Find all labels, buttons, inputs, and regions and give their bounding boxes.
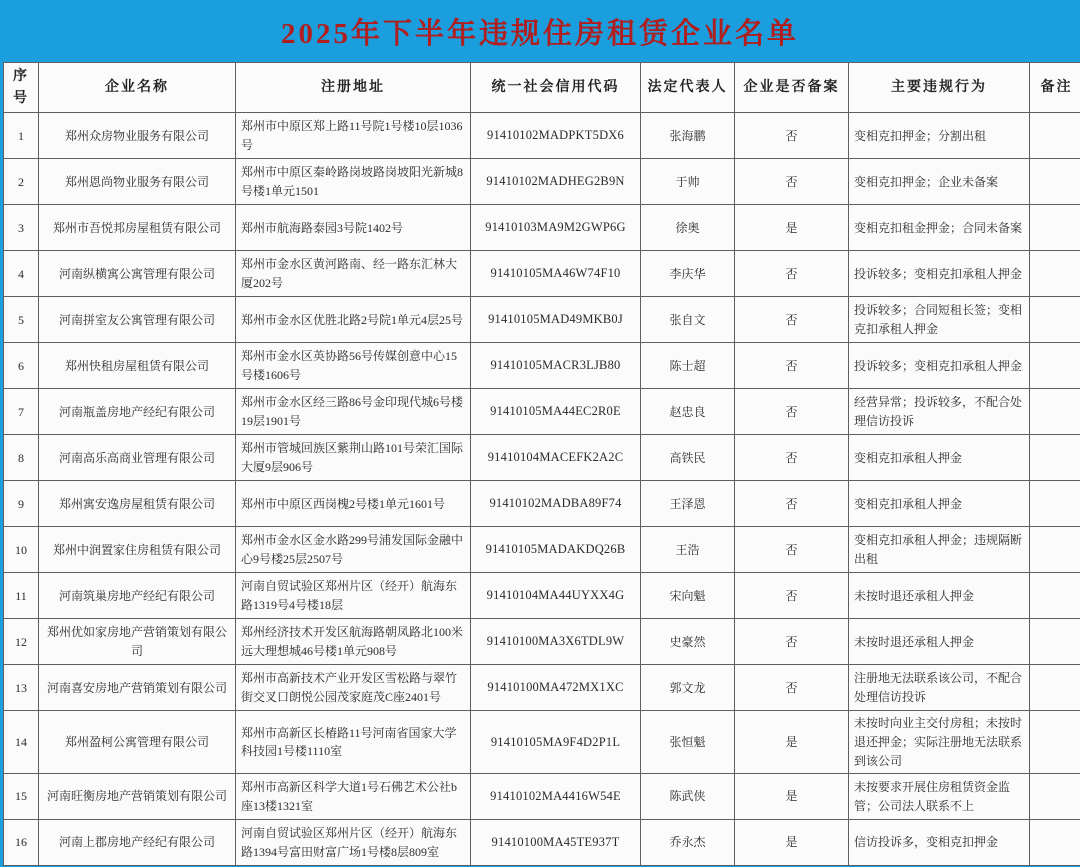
cell-violations: 变相克扣承租人押金	[849, 435, 1030, 481]
cell-legal-rep: 高铁民	[641, 435, 735, 481]
cell-remarks	[1030, 113, 1080, 159]
cell-violations: 未按时退还承租人押金	[849, 619, 1030, 665]
cell-index: 5	[4, 297, 39, 343]
table-row	[4, 343, 1080, 389]
cell-violations: 经营异常；投诉较多，不配合处理信访投诉	[849, 389, 1030, 435]
cell-violations: 变相克扣承租人押金；违规隔断出租	[849, 527, 1030, 573]
cell-company: 河南瓶盖房地产经纪有限公司	[39, 389, 236, 435]
cell-company: 郑州优如家房地产营销策划有限公司	[39, 619, 236, 665]
cell-legal-rep: 王浩	[641, 527, 735, 573]
cell-registered: 否	[735, 435, 849, 481]
cell-registered: 否	[735, 481, 849, 527]
cell-legal-rep: 徐奥	[641, 205, 735, 251]
cell-remarks	[1030, 297, 1080, 343]
cell-company: 河南纵横寓公寓管理有限公司	[39, 251, 236, 297]
header-credit-code: 统一社会信用代码	[471, 63, 641, 113]
cell-violations: 投诉较多；合同短租长签；变相克扣承租人押金	[849, 297, 1030, 343]
cell-index: 15	[4, 774, 39, 820]
cell-credit-code: 91410104MA44UYXX4G	[471, 573, 641, 619]
header-index: 序号	[4, 63, 39, 113]
cell-remarks	[1030, 159, 1080, 205]
cell-address: 郑州市金水区金水路299号浦发国际金融中心9号楼25层2507号	[236, 527, 471, 573]
cell-company: 河南上郡房地产经纪有限公司	[39, 820, 236, 866]
cell-legal-rep: 陈武侠	[641, 774, 735, 820]
cell-company: 河南拼室友公寓管理有限公司	[39, 297, 236, 343]
cell-company: 郑州恩尚物业服务有限公司	[39, 159, 236, 205]
cell-legal-rep: 宋向魁	[641, 573, 735, 619]
cell-legal-rep: 张海鹏	[641, 113, 735, 159]
cell-address: 郑州市金水区英协路56号传媒创意中心15号楼1606号	[236, 343, 471, 389]
cell-remarks	[1030, 435, 1080, 481]
cell-remarks	[1030, 820, 1080, 866]
cell-index: 16	[4, 820, 39, 866]
table-row	[4, 820, 1080, 866]
cell-remarks	[1030, 665, 1080, 711]
cell-violations: 未按时退还承租人押金	[849, 573, 1030, 619]
table-header	[4, 63, 1080, 113]
cell-remarks	[1030, 573, 1080, 619]
cell-address: 郑州市金水区经三路86号金印现代城6号楼19层1901号	[236, 389, 471, 435]
cell-index: 3	[4, 205, 39, 251]
cell-credit-code: 91410105MA44EC2R0E	[471, 389, 641, 435]
table-row	[4, 665, 1080, 711]
cell-violations: 投诉较多；变相克扣承租人押金	[849, 343, 1030, 389]
cell-company: 郑州盈柯公寓管理有限公司	[39, 711, 236, 774]
table-row	[4, 774, 1080, 820]
cell-address: 郑州市中原区秦岭路岗坡路岗坡阳光新城8号楼1单元1501	[236, 159, 471, 205]
cell-index: 6	[4, 343, 39, 389]
cell-registered: 否	[735, 527, 849, 573]
cell-violations: 变相克扣押金；分割出租	[849, 113, 1030, 159]
cell-remarks	[1030, 711, 1080, 774]
table-body	[4, 113, 1080, 866]
cell-credit-code: 91410102MADHEG2B9N	[471, 159, 641, 205]
table-row	[4, 481, 1080, 527]
table-row	[4, 527, 1080, 573]
cell-legal-rep: 乔永杰	[641, 820, 735, 866]
cell-remarks	[1030, 481, 1080, 527]
cell-registered: 否	[735, 113, 849, 159]
cell-registered: 是	[735, 820, 849, 866]
cell-registered: 否	[735, 159, 849, 205]
cell-violations: 未按时向业主交付房租；未按时退还押金；实际注册地无法联系到该公司	[849, 711, 1030, 774]
cell-index: 2	[4, 159, 39, 205]
cell-index: 8	[4, 435, 39, 481]
cell-legal-rep: 赵忠良	[641, 389, 735, 435]
title-banner	[0, 0, 1080, 62]
cell-remarks	[1030, 389, 1080, 435]
header-violations: 主要违规行为	[849, 63, 1030, 113]
cell-remarks	[1030, 251, 1080, 297]
cell-legal-rep: 史豪然	[641, 619, 735, 665]
cell-company: 河南旺衡房地产营销策划有限公司	[39, 774, 236, 820]
cell-address: 郑州市中原区西岗槐2号楼1单元1601号	[236, 481, 471, 527]
table-row	[4, 297, 1080, 343]
cell-legal-rep: 张自文	[641, 297, 735, 343]
cell-violations: 变相克扣租金押金；合同未备案	[849, 205, 1030, 251]
header-company: 企业名称	[39, 63, 236, 113]
cell-violations: 投诉较多；变相克扣承租人押金	[849, 251, 1030, 297]
cell-registered: 否	[735, 573, 849, 619]
cell-address: 郑州市航海路泰园3号院1402号	[236, 205, 471, 251]
header-legal-rep: 法定代表人	[641, 63, 735, 113]
cell-credit-code: 91410100MA472MX1XC	[471, 665, 641, 711]
table-row	[4, 251, 1080, 297]
cell-index: 11	[4, 573, 39, 619]
cell-credit-code: 91410103MA9M2GWP6G	[471, 205, 641, 251]
table-row	[4, 159, 1080, 205]
cell-address: 郑州市高新区科学大道1号石佛艺术公社b座13楼1321室	[236, 774, 471, 820]
cell-index: 9	[4, 481, 39, 527]
violation-table	[3, 62, 1080, 866]
cell-credit-code: 91410102MA4416W54E	[471, 774, 641, 820]
table-row	[4, 711, 1080, 774]
cell-registered: 否	[735, 343, 849, 389]
cell-company: 郑州快租房屋租赁有限公司	[39, 343, 236, 389]
cell-index: 14	[4, 711, 39, 774]
cell-company: 郑州市吾悦邦房屋租赁有限公司	[39, 205, 236, 251]
cell-address: 郑州市金水区黄河路南、经一路东汇林大厦202号	[236, 251, 471, 297]
cell-legal-rep: 王泽恩	[641, 481, 735, 527]
cell-credit-code: 91410105MA46W74F10	[471, 251, 641, 297]
header-address: 注册地址	[236, 63, 471, 113]
cell-violations: 信访投诉多，变相克扣押金	[849, 820, 1030, 866]
cell-remarks	[1030, 343, 1080, 389]
cell-index: 4	[4, 251, 39, 297]
cell-registered: 是	[735, 774, 849, 820]
cell-address: 郑州市高新技术产业开发区雪松路与翠竹街交叉口朗悦公园茂家庭茂C座2401号	[236, 665, 471, 711]
table-row	[4, 619, 1080, 665]
table-row	[4, 389, 1080, 435]
cell-legal-rep: 陈士超	[641, 343, 735, 389]
cell-legal-rep: 张恒魁	[641, 711, 735, 774]
table-header-row	[4, 63, 1080, 113]
cell-registered: 否	[735, 251, 849, 297]
cell-company: 河南喜安房地产营销策划有限公司	[39, 665, 236, 711]
cell-address: 郑州市金水区优胜北路2号院1单元4层25号	[236, 297, 471, 343]
cell-violations: 未按要求开展住房租赁资金监管；公司法人联系不上	[849, 774, 1030, 820]
cell-remarks	[1030, 619, 1080, 665]
cell-legal-rep: 于帅	[641, 159, 735, 205]
cell-violations: 注册地无法联系该公司，不配合处理信访投诉	[849, 665, 1030, 711]
cell-credit-code: 91410102MADBA89F74	[471, 481, 641, 527]
cell-remarks	[1030, 774, 1080, 820]
cell-address: 河南自贸试验区郑州片区（经开）航海东路1394号富田财富广场1号楼8层809室	[236, 820, 471, 866]
table-row	[4, 573, 1080, 619]
cell-index: 10	[4, 527, 39, 573]
cell-registered: 否	[735, 389, 849, 435]
cell-credit-code: 91410100MA45TE937T	[471, 820, 641, 866]
cell-credit-code: 91410105MADAKDQ26B	[471, 527, 641, 573]
cell-address: 河南自贸试验区郑州片区（经开）航海东路1319号4号楼18层	[236, 573, 471, 619]
cell-address: 郑州市管城回族区紫荆山路101号荣汇国际大厦9层906号	[236, 435, 471, 481]
table-row	[4, 113, 1080, 159]
table-row	[4, 435, 1080, 481]
cell-company: 郑州众房物业服务有限公司	[39, 113, 236, 159]
cell-registered: 是	[735, 205, 849, 251]
cell-registered: 否	[735, 665, 849, 711]
cell-address: 郑州市中原区郑上路11号院1号楼10层1036号	[236, 113, 471, 159]
header-remarks: 备注	[1030, 63, 1080, 113]
cell-credit-code: 91410104MACEFK2A2C	[471, 435, 641, 481]
header-registered: 企业是否备案	[735, 63, 849, 113]
cell-company: 河南筑巢房地产经纪有限公司	[39, 573, 236, 619]
cell-index: 7	[4, 389, 39, 435]
cell-address: 郑州市高新区长椿路11号河南省国家大学科技园1号楼1110室	[236, 711, 471, 774]
cell-company: 河南高乐高商业管理有限公司	[39, 435, 236, 481]
cell-company: 郑州中润置家住房租赁有限公司	[39, 527, 236, 573]
cell-violations: 变相克扣承租人押金	[849, 481, 1030, 527]
cell-credit-code: 91410100MA3X6TDL9W	[471, 619, 641, 665]
cell-credit-code: 91410105MACR3LJB80	[471, 343, 641, 389]
cell-registered: 是	[735, 711, 849, 774]
cell-index: 1	[4, 113, 39, 159]
page-title: 2025年下半年违规住房租赁企业名单	[280, 17, 799, 50]
cell-registered: 否	[735, 619, 849, 665]
cell-remarks	[1030, 527, 1080, 573]
cell-registered: 否	[735, 297, 849, 343]
cell-credit-code: 91410105MAD49MKB0J	[471, 297, 641, 343]
cell-index: 13	[4, 665, 39, 711]
cell-legal-rep: 郭文龙	[641, 665, 735, 711]
cell-address: 郑州经济技术开发区航海路朝凤路北100米远大理想城46号楼1单元908号	[236, 619, 471, 665]
cell-index: 12	[4, 619, 39, 665]
violation-table-container	[3, 62, 1077, 866]
cell-credit-code: 91410105MA9F4D2P1L	[471, 711, 641, 774]
table-row	[4, 205, 1080, 251]
cell-legal-rep: 李庆华	[641, 251, 735, 297]
cell-remarks	[1030, 205, 1080, 251]
cell-company: 郑州寓安逸房屋租赁有限公司	[39, 481, 236, 527]
cell-violations: 变相克扣押金；企业未备案	[849, 159, 1030, 205]
cell-credit-code: 91410102MADPKT5DX6	[471, 113, 641, 159]
